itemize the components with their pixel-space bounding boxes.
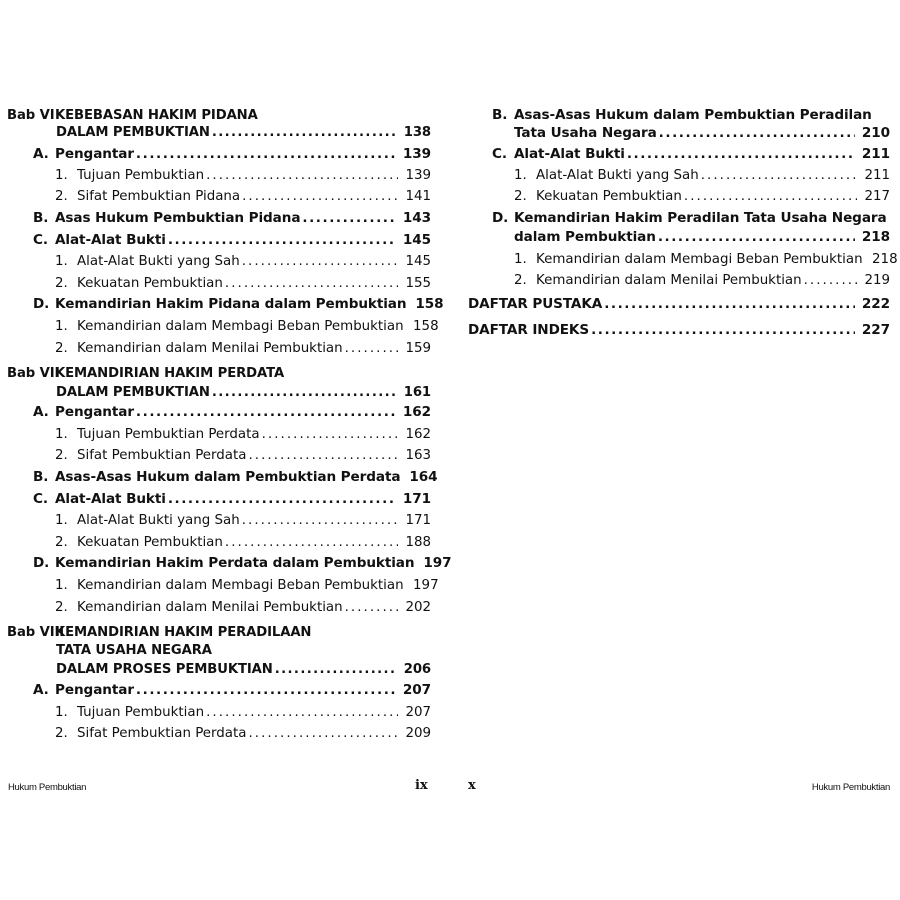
dot-leader xyxy=(168,232,396,248)
toc-entry xyxy=(33,292,444,312)
toc-entry xyxy=(55,530,431,550)
toc-entry xyxy=(55,595,431,615)
entry-label: 2. xyxy=(55,448,68,463)
entry-page-number: 145 xyxy=(405,254,431,269)
entry-page-number: 145 xyxy=(402,232,431,248)
entry-page-number: 217 xyxy=(864,189,890,204)
entry-title: DAFTAR PUSTAKA xyxy=(468,296,603,312)
entry-page-number: 209 xyxy=(405,726,431,741)
entry-label: Bab VI xyxy=(7,108,55,123)
entry-label: A. xyxy=(33,404,49,420)
entry-label: B. xyxy=(33,210,49,226)
entry-title: DALAM PEMBUKTIAN xyxy=(56,385,210,400)
entry-label: B. xyxy=(33,469,49,485)
toc-entry xyxy=(514,163,890,183)
page-number: ix xyxy=(415,778,428,793)
entry-page-number: 171 xyxy=(405,513,431,528)
entry-label: 2. xyxy=(55,341,68,356)
running-footer-title: Hukum Pembuktian xyxy=(811,782,890,793)
dot-leader xyxy=(627,146,855,162)
entry-label: D. xyxy=(492,210,509,226)
toc-entry xyxy=(56,380,431,400)
entry-title: TATA USAHA NEGARA xyxy=(56,643,212,658)
dot-leader xyxy=(604,296,855,312)
dot-leader xyxy=(248,726,398,741)
entry-page-number: 138 xyxy=(403,125,431,140)
entry-page-number: 163 xyxy=(405,448,431,463)
entry-page-number: 218 xyxy=(872,252,898,267)
dot-leader xyxy=(225,276,398,291)
entry-title: KEBEBASAN HAKIM PIDANA xyxy=(55,108,258,123)
toc-entry xyxy=(56,638,431,658)
entry-page-number: 139 xyxy=(405,168,431,183)
dot-leader xyxy=(262,427,398,442)
entry-label: 1. xyxy=(55,513,68,528)
entry-page-number: 164 xyxy=(409,469,438,485)
toc-entry xyxy=(33,551,452,571)
entry-title: Kemandirian Hakim Peradilan Tata Usaha Negara xyxy=(514,210,887,226)
entry-label: 1. xyxy=(514,168,527,183)
entry-label: 2. xyxy=(514,189,527,204)
toc-entry xyxy=(55,163,431,183)
toc-entry xyxy=(55,314,439,334)
entry-page-number: 222 xyxy=(861,296,890,312)
dot-leader xyxy=(168,491,396,507)
entry-title: Alat-Alat Bukti yang Sah xyxy=(536,168,699,183)
entry-page-number: 139 xyxy=(402,146,431,162)
entry-title: Kekuatan Pembuktian xyxy=(536,189,682,204)
dot-leader xyxy=(345,341,398,356)
toc-entry xyxy=(55,443,431,463)
entry-title: Sifat Pembuktian Pidana xyxy=(77,189,241,204)
toc-entry xyxy=(492,206,890,226)
entry-title: dalam Pembuktian xyxy=(514,229,656,245)
entry-title: Kemandirian dalam Membagi Beban Pembuktian xyxy=(77,319,404,334)
toc-entry xyxy=(56,657,431,677)
toc-entry xyxy=(514,225,890,245)
dot-leader xyxy=(242,513,398,528)
dot-leader xyxy=(591,322,855,338)
toc-entry xyxy=(55,184,431,204)
entry-title: Kemandirian dalam Membagi Beban Pembuktian xyxy=(77,578,404,593)
dot-leader xyxy=(136,146,396,162)
toc-entry xyxy=(514,121,890,141)
entry-title: Tujuan Pembuktian Perdata xyxy=(77,427,260,442)
entry-title: DALAM PEMBUKTIAN xyxy=(56,125,210,140)
entry-label: 2. xyxy=(514,273,527,288)
dot-leader xyxy=(212,385,396,400)
entry-title: Alat-Alat Bukti xyxy=(514,146,625,162)
entry-title: Kemandirian Hakim Perdata dalam Pembuktian xyxy=(55,555,415,571)
entry-page-number: 158 xyxy=(413,319,439,334)
toc-entry xyxy=(33,487,431,507)
entry-page-number: 218 xyxy=(861,229,890,245)
toc-entry xyxy=(55,573,439,593)
running-footer-title: Hukum Pembuktian xyxy=(8,782,87,793)
entry-title: Pengantar xyxy=(55,404,134,420)
entry-title: Kemandirian Hakim Pidana dalam Pembuktian xyxy=(55,296,407,312)
entry-label: A. xyxy=(33,682,49,698)
entry-label: 2. xyxy=(55,189,68,204)
toc-entry xyxy=(33,400,431,420)
entry-title: Kemandirian dalam Menilai Pembuktian xyxy=(77,600,343,615)
entry-title: Pengantar xyxy=(55,146,134,162)
dot-leader xyxy=(225,535,398,550)
entry-title: DAFTAR INDEKS xyxy=(468,322,590,338)
toc-entry xyxy=(55,700,431,720)
dot-leader xyxy=(302,210,396,226)
entry-label: 1. xyxy=(55,254,68,269)
entry-page-number: 207 xyxy=(405,705,431,720)
entry-label: D. xyxy=(33,555,50,571)
dot-leader xyxy=(136,682,396,698)
entry-title: Tata Usaha Negara xyxy=(514,125,657,141)
entry-page-number: 227 xyxy=(861,322,890,338)
entry-page-number: 155 xyxy=(405,276,431,291)
entry-title: Kemandirian dalam Membagi Beban Pembuktian xyxy=(536,252,863,267)
entry-page-number: 158 xyxy=(415,296,444,312)
entry-label: C. xyxy=(492,146,507,162)
entry-page-number: 159 xyxy=(405,341,431,356)
toc-entry xyxy=(7,620,431,640)
entry-title: Pengantar xyxy=(55,682,134,698)
entry-title: KEMANDIRIAN HAKIM PERDATA xyxy=(55,366,285,381)
toc-entry xyxy=(33,206,431,226)
entry-title: Asas Hukum Pembuktian Pidana xyxy=(55,210,301,226)
toc-entry xyxy=(33,228,431,248)
entry-label: 1. xyxy=(55,705,68,720)
toc-entry xyxy=(492,103,890,123)
entry-page-number: 211 xyxy=(864,168,890,183)
toc-entry xyxy=(468,292,890,312)
entry-label: C. xyxy=(33,491,48,507)
entry-page-number: 162 xyxy=(405,427,431,442)
entry-label: 1. xyxy=(55,427,68,442)
entry-label: B. xyxy=(492,107,508,123)
toc-entry xyxy=(33,678,431,698)
entry-label: A. xyxy=(33,146,49,162)
dot-leader xyxy=(804,273,857,288)
entry-title: Alat-Alat Bukti xyxy=(55,491,166,507)
entry-title: Kekuatan Pembuktian xyxy=(77,535,223,550)
page-number: x xyxy=(468,778,476,793)
dot-leader xyxy=(248,448,398,463)
toc-entry xyxy=(468,318,890,338)
entry-title: Kemandirian dalam Menilai Pembuktian xyxy=(77,341,343,356)
toc-entry xyxy=(514,184,890,204)
entry-title: Tujuan Pembuktian xyxy=(77,168,205,183)
entry-label: D. xyxy=(33,296,50,312)
entry-label: 2. xyxy=(55,535,68,550)
entry-label: 1. xyxy=(514,252,527,267)
entry-title: Sifat Pembuktian Perdata xyxy=(77,726,247,741)
toc-entry xyxy=(492,142,890,162)
entry-label: 2. xyxy=(55,276,68,291)
entry-label: 1. xyxy=(55,319,68,334)
entry-label: 1. xyxy=(55,168,68,183)
entry-page-number: 162 xyxy=(402,404,431,420)
entry-page-number: 188 xyxy=(405,535,431,550)
entry-page-number: 206 xyxy=(403,662,431,677)
entry-title: Sifat Pembuktian Perdata xyxy=(77,448,247,463)
entry-title: DALAM PROSES PEMBUKTIAN xyxy=(56,662,273,677)
entry-page-number: 211 xyxy=(861,146,890,162)
toc-entry xyxy=(55,336,431,356)
entry-page-number: 141 xyxy=(405,189,431,204)
dot-leader xyxy=(242,189,398,204)
toc-entry xyxy=(7,361,431,381)
entry-page-number: 197 xyxy=(413,578,439,593)
entry-label: 2. xyxy=(55,726,68,741)
toc-entry xyxy=(55,422,431,442)
dot-leader xyxy=(658,229,855,245)
dot-leader xyxy=(659,125,855,141)
entry-title: KEMANDIRIAN HAKIM PERADILAAN xyxy=(55,625,312,640)
dot-leader xyxy=(701,168,857,183)
dot-leader xyxy=(345,600,398,615)
dot-leader xyxy=(242,254,398,269)
entry-page-number: 143 xyxy=(402,210,431,226)
entry-label: Bab VII xyxy=(7,366,60,381)
dot-leader xyxy=(212,125,396,140)
toc-entry xyxy=(33,142,431,162)
toc-entry xyxy=(55,508,431,528)
toc-entry xyxy=(55,271,431,291)
toc-entry xyxy=(55,249,431,269)
dot-leader xyxy=(206,168,398,183)
toc-entry xyxy=(33,465,438,485)
entry-title: Alat-Alat Bukti xyxy=(55,232,166,248)
entry-page-number: 207 xyxy=(402,682,431,698)
dot-leader xyxy=(136,404,396,420)
right-page xyxy=(450,0,900,900)
entry-page-number: 210 xyxy=(861,125,890,141)
dot-leader xyxy=(206,705,398,720)
entry-label: 2. xyxy=(55,600,68,615)
toc-entry xyxy=(55,721,431,741)
entry-title: Asas-Asas Hukum dalam Pembuktian Perdata xyxy=(55,469,401,485)
dot-leader xyxy=(684,189,857,204)
entry-title: Kemandirian dalam Menilai Pembuktian xyxy=(536,273,802,288)
entry-label: C. xyxy=(33,232,48,248)
toc-entry xyxy=(56,120,431,140)
entry-page-number: 202 xyxy=(405,600,431,615)
entry-page-number: 219 xyxy=(864,273,890,288)
entry-title: Tujuan Pembuktian xyxy=(77,705,205,720)
entry-page-number: 197 xyxy=(423,555,452,571)
entry-title: Kekuatan Pembuktian xyxy=(77,276,223,291)
toc-entry xyxy=(514,247,898,267)
entry-page-number: 171 xyxy=(402,491,431,507)
dot-leader xyxy=(275,662,396,677)
entry-title: Alat-Alat Bukti yang Sah xyxy=(77,513,240,528)
entry-label: Bab VIII xyxy=(7,625,65,640)
entry-page-number: 161 xyxy=(403,385,431,400)
entry-title: Asas-Asas Hukum dalam Pembuktian Peradilan xyxy=(514,107,872,123)
entry-label: 1. xyxy=(55,578,68,593)
toc-entry xyxy=(514,268,890,288)
entry-title: Alat-Alat Bukti yang Sah xyxy=(77,254,240,269)
